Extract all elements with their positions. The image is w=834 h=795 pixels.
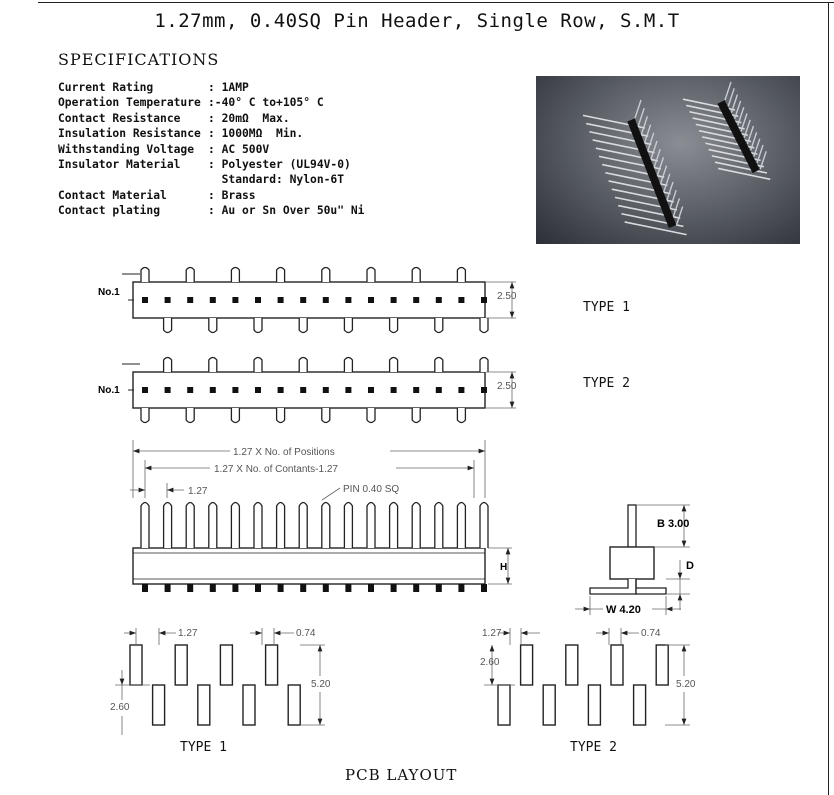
solder-pad xyxy=(288,685,300,725)
arrowhead xyxy=(506,578,511,584)
spec-value: Standard: Nylon-6T xyxy=(208,173,345,187)
pin-tail xyxy=(368,584,374,592)
pin-square xyxy=(142,297,148,303)
specifications-heading: SPECIFICATIONS xyxy=(58,50,220,69)
d-dimension-label: D xyxy=(686,560,694,572)
arrowhead xyxy=(256,631,262,636)
pin-square xyxy=(413,387,419,393)
spec-label: Operation Temperature xyxy=(58,96,201,110)
solder-pad xyxy=(566,645,578,685)
pin-square xyxy=(210,387,216,393)
pin-tail xyxy=(436,584,442,592)
solder-pad xyxy=(634,685,646,725)
smt-leg-bottom xyxy=(457,408,465,423)
pin-post xyxy=(412,503,420,549)
pin-square xyxy=(391,387,397,393)
pin-post xyxy=(480,503,488,549)
pin-post xyxy=(186,503,194,549)
smt-leg-bottom xyxy=(186,408,194,423)
arrowhead xyxy=(510,402,515,408)
pin-square xyxy=(278,387,284,393)
pin-square xyxy=(187,297,193,303)
spec-value: : AC 500V xyxy=(208,142,270,156)
arrowhead xyxy=(621,631,627,636)
pin-tail xyxy=(300,584,306,592)
pin-post xyxy=(390,503,398,549)
pin-tail xyxy=(255,584,261,592)
solder-pad xyxy=(220,645,232,685)
b-dimension-label: B 3.00 xyxy=(657,518,690,530)
smt-leg-bottom xyxy=(344,318,352,333)
type1-label: TYPE 1 xyxy=(583,300,630,315)
pcb1-pitch-label: 1.27 xyxy=(178,628,198,639)
pin-square xyxy=(436,297,442,303)
spec-value: : 1AMP xyxy=(208,81,249,94)
spec-value: : Au or Sn Over 50u" Ni xyxy=(208,204,365,218)
pin-square xyxy=(345,297,351,303)
smt-leg-bottom xyxy=(141,408,149,423)
spec-value: :-40° C to+105° C xyxy=(208,96,324,110)
solder-pad xyxy=(130,645,142,685)
no1-label-type1: No.1 xyxy=(98,287,120,298)
pin-post xyxy=(299,503,307,549)
smt-leg-bottom xyxy=(390,318,398,333)
pin-square xyxy=(232,387,238,393)
contacts-dimension-label: 1.27 X No. of Contants-1.27 xyxy=(214,464,338,475)
height-dim-type1: 2.50 xyxy=(497,291,517,302)
spec-label: Current Rating xyxy=(58,81,154,94)
arrowhead xyxy=(318,645,323,651)
pcb-type1-label: TYPE 1 xyxy=(180,740,227,755)
solder-pad xyxy=(521,645,533,685)
solder-pad xyxy=(153,685,165,725)
arrowhead xyxy=(139,488,145,493)
solder-pad xyxy=(656,645,668,685)
page-title: 1.27mm, 0.40SQ Pin Header, Single Row, S.M.T xyxy=(154,10,680,32)
smt-leg-bottom xyxy=(322,408,330,423)
pin-tail xyxy=(278,584,284,592)
smt-leg-top xyxy=(344,358,352,373)
pin-square xyxy=(255,387,261,393)
pin-square xyxy=(458,387,464,393)
pin-square xyxy=(368,297,374,303)
pin-square xyxy=(255,297,261,303)
pin-post xyxy=(254,503,262,549)
smt-leg-top xyxy=(277,268,285,283)
spec-value: : 20mΩ Max. xyxy=(208,111,290,125)
smt-leg-top xyxy=(457,268,465,283)
smt-leg-bottom xyxy=(254,318,262,333)
spec-value: : 1000MΩ Min. xyxy=(208,127,304,141)
pin-post xyxy=(628,505,636,547)
height-h-label: H xyxy=(500,562,508,573)
pin-post xyxy=(164,503,172,549)
smt-leg-top xyxy=(141,268,149,283)
pin-square xyxy=(323,387,329,393)
pin-tail xyxy=(481,584,487,592)
solder-pad xyxy=(498,685,510,725)
pin-square xyxy=(345,387,351,393)
pin-square xyxy=(300,387,306,393)
pin-square xyxy=(278,297,284,303)
arrowhead xyxy=(167,488,173,493)
solder-pad xyxy=(266,645,278,685)
arrowhead xyxy=(682,645,687,651)
spec-label: Contact Material xyxy=(58,188,167,202)
solder-pad xyxy=(611,645,623,685)
pin-square xyxy=(391,297,397,303)
pcb1-offset-label: 2.60 xyxy=(110,702,130,713)
arrowhead xyxy=(274,631,280,636)
no1-label-type2: No.1 xyxy=(98,385,120,396)
arrowhead xyxy=(490,645,495,651)
smt-leg-top xyxy=(435,358,443,373)
pin-post xyxy=(457,503,465,549)
pcb2-pad-label: 0.74 xyxy=(641,628,661,639)
smt-leg-bottom xyxy=(412,408,420,423)
smt-leg-bottom xyxy=(435,318,443,333)
insulator-body xyxy=(133,372,485,408)
arrowhead xyxy=(682,541,687,547)
pin-post xyxy=(322,503,330,549)
pin-square xyxy=(436,387,442,393)
pin-tail xyxy=(391,584,397,592)
pin-square xyxy=(210,297,216,303)
smt-foot-right xyxy=(636,579,666,594)
pin-tail xyxy=(232,584,238,592)
pcb1-span-label: 5.20 xyxy=(311,679,331,690)
arrowhead xyxy=(318,719,323,725)
smt-leg-top xyxy=(299,358,307,373)
solder-pad xyxy=(243,685,255,725)
arrowhead xyxy=(510,372,515,378)
pcb1-pad-label: 0.74 xyxy=(296,628,316,639)
pin-tail xyxy=(187,584,193,592)
arrowhead xyxy=(130,631,136,636)
arrowhead xyxy=(603,631,609,636)
arrowhead xyxy=(521,631,527,636)
pitch-dimension-label: 1.27 xyxy=(188,486,208,497)
smt-leg-top xyxy=(254,358,262,373)
insulator-body xyxy=(133,282,485,318)
pin-post xyxy=(231,503,239,549)
pcb-type2-label: TYPE 2 xyxy=(570,740,617,755)
pin-tail xyxy=(142,584,148,592)
pin-post xyxy=(209,503,217,549)
arrowhead xyxy=(666,607,672,612)
arrowhead xyxy=(510,312,515,318)
w-dimension-label: W 4.20 xyxy=(606,604,641,616)
pin-post xyxy=(277,503,285,549)
pin-size-label: PIN 0.40 SQ xyxy=(343,484,400,495)
pin-square xyxy=(413,297,419,303)
smt-leg-bottom xyxy=(209,318,217,333)
smt-leg-top xyxy=(390,358,398,373)
top-view-type1 xyxy=(122,268,516,333)
solder-pad xyxy=(588,685,600,725)
arrowhead xyxy=(678,573,683,579)
smt-leg-top xyxy=(322,268,330,283)
pcb-layout-type1 xyxy=(115,628,325,735)
spec-label: Contact Resistance xyxy=(58,111,181,125)
pin-tail xyxy=(345,584,351,592)
pin-tail xyxy=(165,584,171,592)
smt-leg-top xyxy=(231,268,239,283)
arrowhead xyxy=(479,449,485,454)
pin-square xyxy=(165,387,171,393)
arrowhead xyxy=(506,548,511,554)
spec-label: Insulator Material xyxy=(58,158,181,172)
arrowhead xyxy=(490,679,495,685)
smt-leg-top xyxy=(412,268,420,283)
pin-tail xyxy=(210,584,216,592)
arrowhead xyxy=(468,466,474,471)
arrowhead xyxy=(682,719,687,725)
spec-value: : Polyester (UL94V-0) xyxy=(208,158,351,172)
front-view-dimensions xyxy=(130,440,512,592)
pin-square xyxy=(458,297,464,303)
pin-square xyxy=(300,297,306,303)
pin-tail xyxy=(323,584,329,592)
pcb2-span-label: 5.20 xyxy=(676,679,696,690)
pin-post xyxy=(435,503,443,549)
pin-square xyxy=(481,297,487,303)
pcb2-offset-label: 2.60 xyxy=(480,657,500,668)
spec-label: Insulation Resistance xyxy=(58,127,201,141)
arrowhead xyxy=(678,594,683,600)
pin-tail xyxy=(458,584,464,592)
type2-label: TYPE 2 xyxy=(583,376,630,391)
smt-leg-bottom xyxy=(231,408,239,423)
leader-line xyxy=(322,488,340,500)
arrowhead xyxy=(145,466,151,471)
top-view-type2 xyxy=(122,358,516,423)
solder-pad xyxy=(175,645,187,685)
pcb-layout-title: PCB LAYOUT xyxy=(345,766,458,784)
smt-leg-bottom xyxy=(164,318,172,333)
arrowhead xyxy=(584,607,590,612)
height-dim-type2: 2.50 xyxy=(497,381,517,392)
pin-square xyxy=(187,387,193,393)
positions-dimension-label: 1.27 X No. of Positions xyxy=(233,447,335,458)
smt-foot-left xyxy=(590,579,636,594)
smt-leg-top xyxy=(209,358,217,373)
pin-square xyxy=(323,297,329,303)
spec-value: : Brass xyxy=(208,188,256,202)
pin-post xyxy=(344,503,352,549)
arrowhead xyxy=(159,631,165,636)
spec-label: Contact plating xyxy=(58,204,161,218)
solder-pad xyxy=(543,685,555,725)
pin-post xyxy=(141,503,149,549)
pcb-layout-type2 xyxy=(484,628,690,725)
pin-tail xyxy=(413,584,419,592)
smt-leg-top xyxy=(186,268,194,283)
arrowhead xyxy=(510,282,515,288)
arrowhead xyxy=(120,679,125,685)
pcb2-pitch-label: 1.27 xyxy=(482,628,502,639)
smt-leg-bottom xyxy=(367,408,375,423)
smt-leg-top xyxy=(367,268,375,283)
smt-leg-top xyxy=(480,358,488,373)
insulator-body xyxy=(610,547,654,579)
pin-square xyxy=(368,387,374,393)
smt-leg-bottom xyxy=(277,408,285,423)
smt-leg-bottom xyxy=(299,318,307,333)
arrowhead xyxy=(504,631,510,636)
pin-square xyxy=(481,387,487,393)
arrowhead xyxy=(133,449,139,454)
smt-leg-bottom xyxy=(480,318,488,333)
solder-pad xyxy=(198,685,210,725)
pin-post xyxy=(367,503,375,549)
spec-label: Withstanding Voltage xyxy=(58,142,195,156)
pin-square xyxy=(165,297,171,303)
smt-leg-top xyxy=(164,358,172,373)
arrowhead xyxy=(682,505,687,511)
pin-square xyxy=(142,387,148,393)
pin-square xyxy=(232,297,238,303)
